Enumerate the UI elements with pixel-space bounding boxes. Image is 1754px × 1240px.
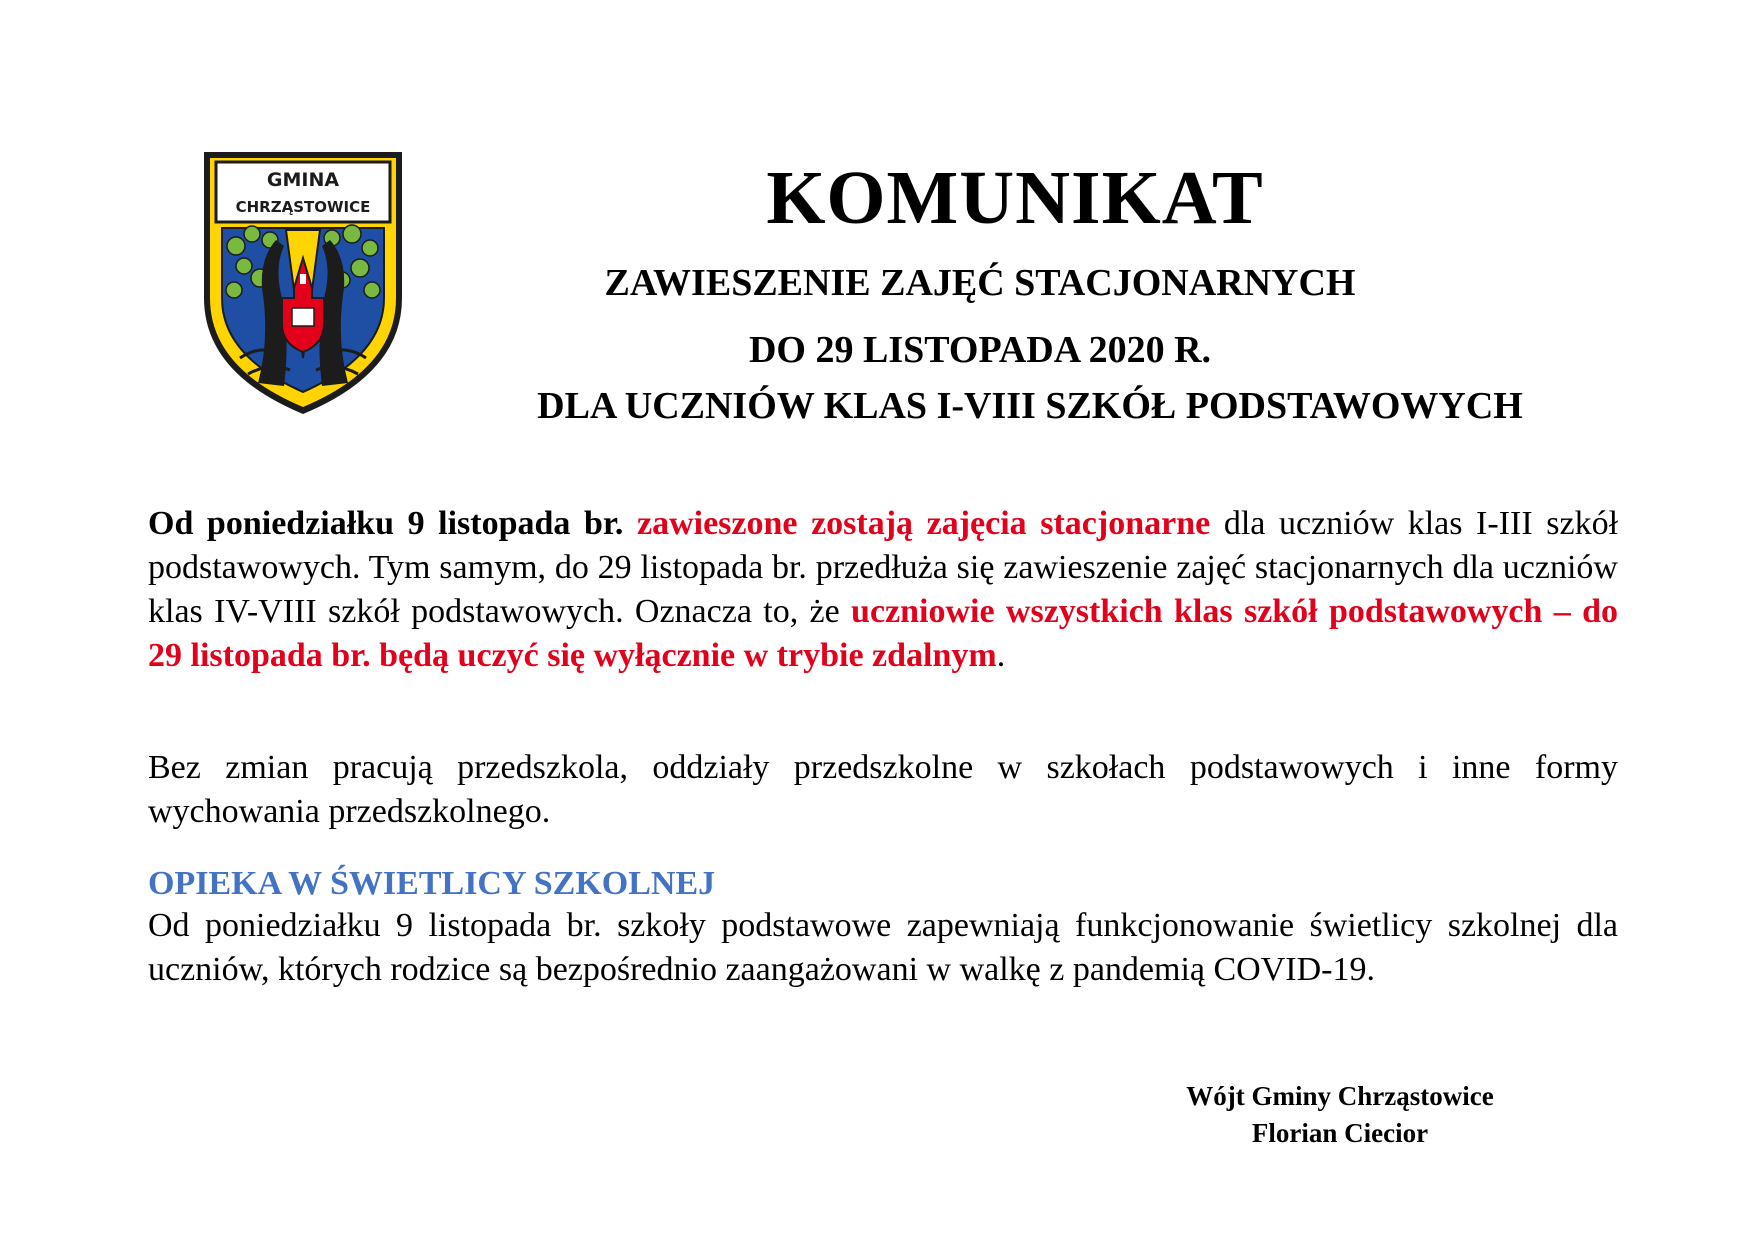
signature-block	[1140, 1078, 1540, 1152]
signature-name: Florian Ciecior	[1251, 1118, 1429, 1148]
paragraph-daycare: Od poniedziałku 9 listopada br. szkoły podstawowe zapewniają funkcjonowanie świetlicy szkolnej dla uczniów, których rodzice są bezpośrednio zaangażowani w walkę z pandemią COVID-19.	[148, 907, 1618, 988]
subtitle-line-1: ZAWIESZENIE ZAJĘĆ STACJONARNYCH	[604, 262, 1356, 304]
subtitle-line-3: DLA UCZNIÓW KLAS I-VIII SZKÓŁ PODSTAWOWYCH	[537, 385, 1523, 427]
page-title: KOMUNIKAT	[766, 156, 1264, 240]
paragraph-end: .	[996, 637, 1006, 674]
paragraph-suspension	[148, 502, 1618, 678]
highlight-suspended-classes: zawieszone zostają zajęcia stacjonarne	[637, 505, 1211, 542]
coat-of-arms-logo	[200, 148, 406, 418]
section-title-daycare: OPIEKA W ŚWIETLICY SZKOLNEJ	[148, 865, 716, 902]
highlight-remote-learning: uczniowie wszystkich klas szkół podstawowych – do 29 listopada br. będą uczyć się wyłącznie w trybie zdalnym	[148, 593, 1618, 674]
crest-bottom-text: CHRZĄSTOWICE	[235, 198, 371, 216]
paragraph-preschools: Bez zmian pracują przedszkola, oddziały przedszkolne w szkołach podstawowych i inne formy wychowania przedszkolnego.	[148, 749, 1618, 830]
paragraph-intro: Od poniedziałku 9 listopada br.	[148, 505, 624, 542]
paragraph-body-text: dla uczniów klas I-III szkół podstawowych. Tym samym, do 29 listopada br. przedłuża się zawieszenie zajęć stacjonarnych dla uczniów klas IV-VIII szkół podstawowych. Oznacza to, że	[148, 505, 1619, 630]
signature-title: Wójt Gminy Chrząstowice	[1186, 1081, 1494, 1111]
subtitle-line-2: DO 29 LISTOPADA 2020 R.	[748, 329, 1212, 371]
crest-top-text: GMINA	[266, 169, 340, 191]
